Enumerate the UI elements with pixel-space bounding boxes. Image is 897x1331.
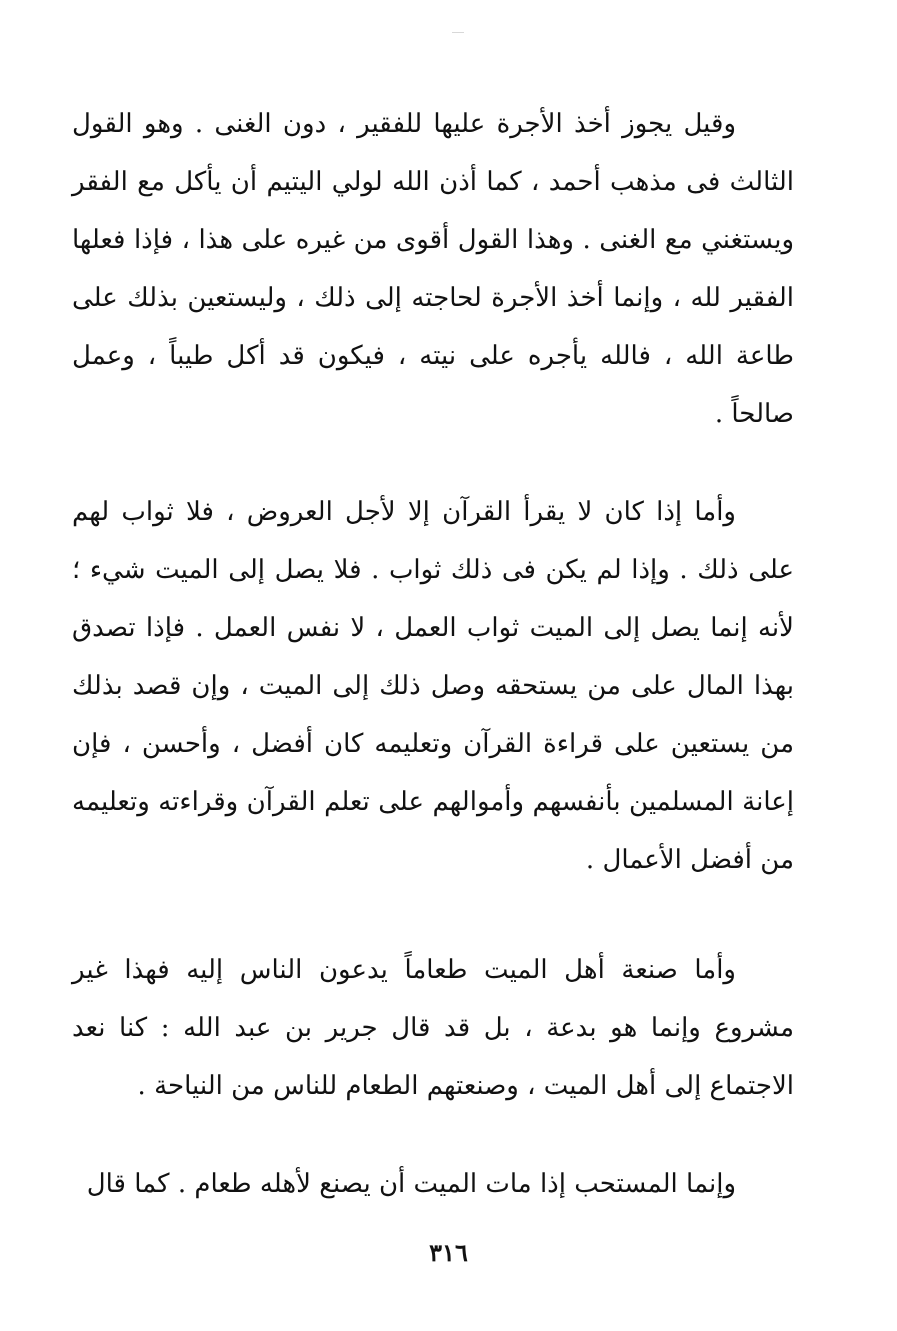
paragraph-1: وقيل يجوز أخذ الأجرة عليها للفقير ، دون الغنى . وهو القول الثالث فى مذهب أحمد ، كما أذن الله لولي اليتيم أن يأكل مع الفقر ويستغني مع الغنى . وهذا القول أقوى من غيره على هذا ، فإذا فعلها الفقير لله ، وإنما أخذ الأجرة لحاجته إلى ذلك ، وليستعين بذلك على طاعة الله ، فالله يأجره على نيته ، فيكون قد أكل طيباً ، وعمل صالحاً .	[72, 109, 794, 429]
paragraph-4: وإنما المستحب إذا مات الميت أن يصنع لأهله طعام . كما قال	[86, 1169, 736, 1199]
paragraph-3: وأما صنعة أهل الميت طعاماً يدعون الناس إليه فهذا غير مشروع وإنما هو بدعة ، بل قد قال جرير بن عبد الله : كنا نعد الاجتماع إلى أهل الميت ، وصنعتهم الطعام للناس من النياحة .	[72, 955, 794, 1101]
page-number: ٣١٦	[429, 1238, 468, 1267]
scan-mark	[452, 32, 464, 33]
paragraph-2: وأما إذا كان لا يقرأ القرآن إلا لأجل العروض ، فلا ثواب لهم على ذلك . وإذا لم يكن فى ذلك ثواب . فلا يصل إلى الميت شيء ؛ لأنه إنما يصل إلى الميت ثواب العمل ، لا نفس العمل . فإذا تصدق بهذا المال على من يستحقه وصل ذلك إلى الميت ، وإن قصد بذلك من يستعين على قراءة القرآن وتعليمه كان أفضل ، وأحسن ، فإن إعانة المسلمين بأنفسهم وأموالهم على تعلم القرآن وقراءته وتعليمه من أفضل الأعمال .	[72, 497, 794, 875]
